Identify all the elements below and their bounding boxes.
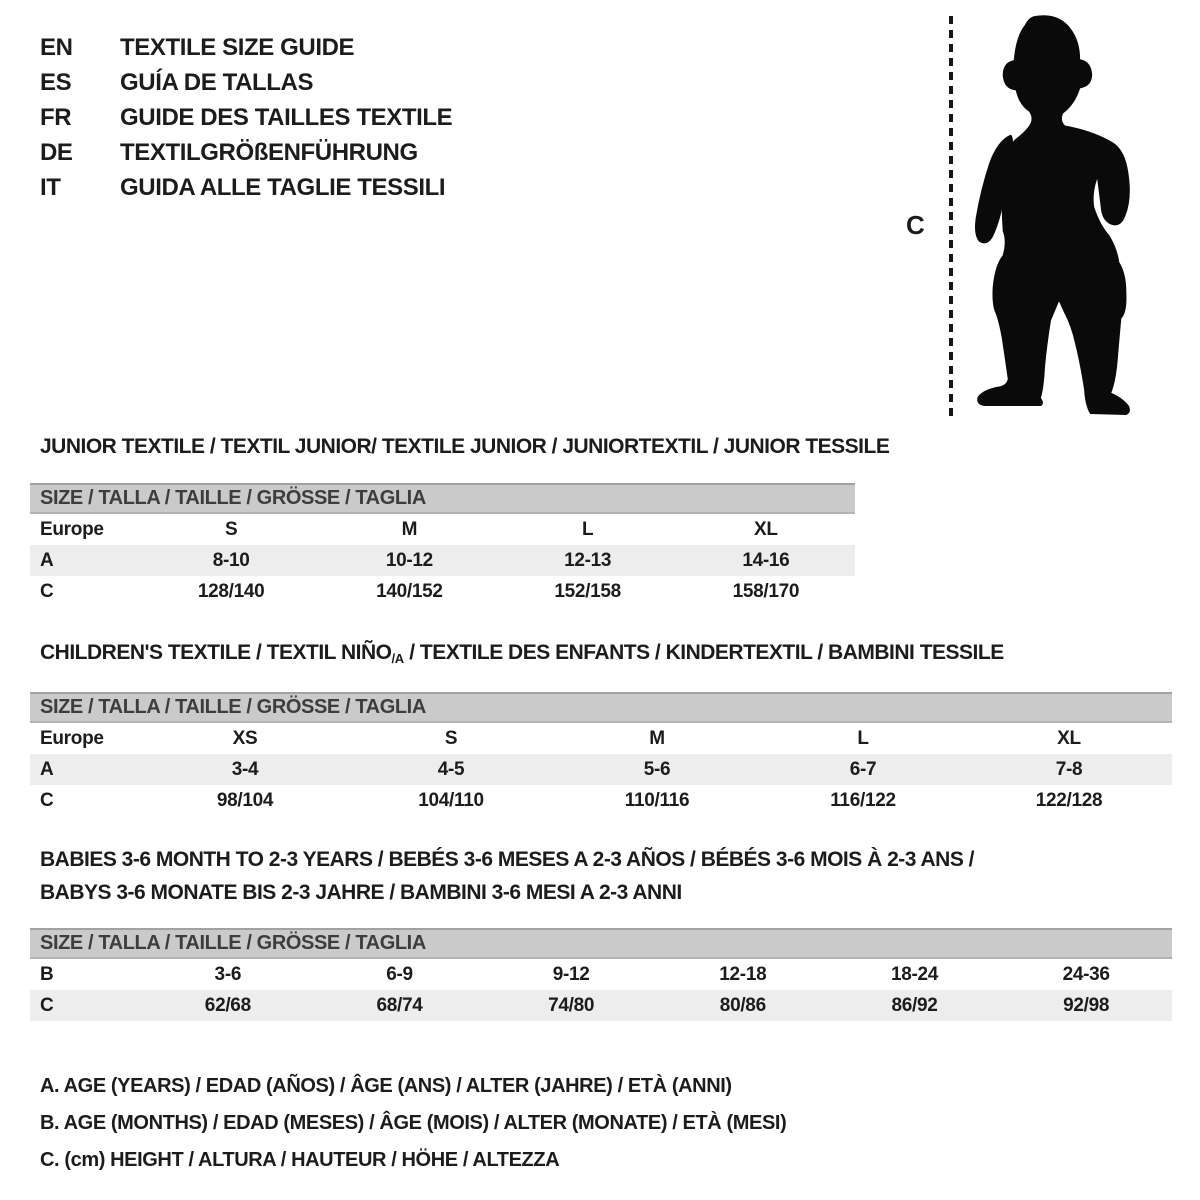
- row-label: C: [40, 580, 54, 602]
- language-title: TEXTILE SIZE GUIDE: [120, 34, 355, 61]
- cell-value: L: [857, 727, 869, 749]
- height-measure-dashed-line: [949, 16, 953, 416]
- language-code: DE: [40, 139, 73, 166]
- cell-value: S: [224, 518, 238, 540]
- sizes-row: [30, 514, 855, 545]
- legend-line-c: C. (cm) HEIGHT / ALTURA / HAUTEUR / HÖHE / ALTEZZA: [40, 1149, 560, 1171]
- language-title: GUIDA ALLE TAGLIE TESSILI: [120, 174, 446, 201]
- babies-title-line2: BABYS 3-6 MONATE BIS 2-3 JAHRE / BAMBINI 3-6 MESI A 2-3 ANNI: [40, 881, 682, 904]
- cell-value: 18-24: [890, 963, 939, 985]
- cell-value: 92/98: [1063, 994, 1110, 1016]
- babies-title-line1: BABIES 3-6 MONTH TO 2-3 YEARS / BEBÉS 3-6 MESES A 2-3 AÑOS / BÉBÉS 3-6 MOIS À 2-3 ANS /: [40, 848, 975, 871]
- cell-value: 8-10: [212, 549, 250, 571]
- cell-value: 12-13: [564, 549, 612, 571]
- cell-value: 6-9: [386, 963, 413, 985]
- cell-value: 116/122: [830, 789, 896, 811]
- row-label: Europe: [40, 727, 104, 749]
- cell-value: XL: [754, 518, 778, 540]
- cell-value: 140/152: [376, 580, 443, 602]
- cell-value: XL: [1057, 727, 1081, 749]
- row-label: C: [40, 789, 54, 811]
- language-row: [40, 100, 452, 135]
- height-measure-label: C: [906, 210, 925, 240]
- cell-value: 110/116: [624, 789, 690, 811]
- size-header-bar: SIZE / TALLA / TAILLE / GRÖSSE / TAGLIA: [30, 692, 1172, 723]
- cell-value: 12-18: [719, 963, 767, 985]
- language-code: EN: [40, 34, 73, 61]
- cell-value: 74/80: [548, 994, 595, 1016]
- language-row: [40, 135, 452, 170]
- cell-value: 24-36: [1062, 963, 1110, 985]
- cell-value: 98/104: [216, 789, 274, 811]
- junior-section-title: JUNIOR TEXTILE / TEXTIL JUNIOR/ TEXTILE JUNIOR / JUNIORTEXTIL / JUNIOR TESSILE: [40, 435, 890, 458]
- measurement-legend: [40, 1068, 786, 1179]
- table-row: [30, 754, 1172, 785]
- table-row: [30, 990, 1172, 1021]
- language-code: IT: [40, 174, 61, 201]
- size-header-bar: SIZE / TALLA / TAILLE / GRÖSSE / TAGLIA: [30, 483, 855, 514]
- cell-value: 80/86: [719, 994, 766, 1016]
- cell-value: M: [401, 518, 418, 540]
- cell-value: S: [444, 727, 458, 749]
- cell-value: 3-4: [231, 758, 259, 780]
- language-code: ES: [40, 69, 72, 96]
- cell-value: 62/68: [204, 994, 251, 1016]
- row-label: A: [40, 549, 54, 571]
- cell-value: 122/128: [1035, 789, 1103, 811]
- cell-value: L: [581, 518, 594, 540]
- cell-value: 158/170: [732, 580, 800, 602]
- cell-value: M: [649, 727, 665, 749]
- language-title: GUIDE DES TAILLES TEXTILE: [120, 104, 453, 131]
- cell-value: 3-6: [214, 963, 242, 985]
- legend-line-a: A. AGE (YEARS) / EDAD (AÑOS) / ÂGE (ANS) / ALTER (JAHRE) / ETÀ (ANNI): [40, 1075, 732, 1097]
- legend-line-b: B. AGE (MONTHS) / EDAD (MESES) / ÂGE (MOIS) / ALTER (MONATE) / ETÀ (MESI): [40, 1112, 787, 1134]
- cell-value: 7-8: [1055, 758, 1083, 780]
- cell-value: 152/158: [554, 580, 621, 602]
- row-label: B: [40, 963, 54, 985]
- toddler-silhouette-icon: [972, 14, 1144, 416]
- cell-value: 4-5: [437, 758, 465, 780]
- row-label: C: [40, 994, 54, 1016]
- children-size-table: [30, 692, 1172, 816]
- language-code: FR: [40, 104, 72, 131]
- language-list: [40, 30, 452, 205]
- cell-value: 6-7: [849, 758, 877, 780]
- babies-size-table: [30, 928, 1172, 1021]
- size-header-bar: SIZE / TALLA / TAILLE / GRÖSSE / TAGLIA: [30, 928, 1172, 959]
- cell-value: 5-6: [643, 758, 671, 780]
- table-row: [30, 576, 855, 607]
- table-row: [30, 545, 855, 576]
- language-row: [40, 65, 452, 100]
- cell-value: 104/110: [418, 789, 484, 811]
- children-title-subscript: /A: [391, 651, 404, 666]
- children-title-suffix: / TEXTILE DES ENFANTS / KINDERTEXTIL / BAMBINI TESSILE: [403, 641, 1004, 664]
- cell-value: 68/74: [376, 994, 423, 1016]
- cell-value: 9-12: [552, 963, 590, 985]
- language-title: GUÍA DE TALLAS: [120, 69, 314, 96]
- cell-value: 86/92: [891, 994, 938, 1016]
- language-row: [40, 30, 452, 65]
- table-row: [30, 959, 1172, 990]
- sizes-row: [30, 723, 1172, 754]
- row-label: Europe: [40, 518, 104, 540]
- children-section-title: [40, 641, 1004, 671]
- cell-value: 128/140: [197, 580, 265, 602]
- row-label: A: [40, 758, 54, 780]
- cell-value: 14-16: [742, 549, 790, 571]
- junior-size-table: [30, 483, 855, 607]
- language-row: [40, 170, 452, 205]
- children-title-prefix: CHILDREN'S TEXTILE / TEXTIL NIÑO: [40, 641, 392, 664]
- language-title: TEXTILGRÖßENFÜHRUNG: [120, 139, 418, 166]
- cell-value: 10-12: [385, 549, 433, 571]
- table-row: [30, 785, 1172, 816]
- babies-section-title: [40, 843, 974, 909]
- cell-value: XS: [232, 727, 258, 749]
